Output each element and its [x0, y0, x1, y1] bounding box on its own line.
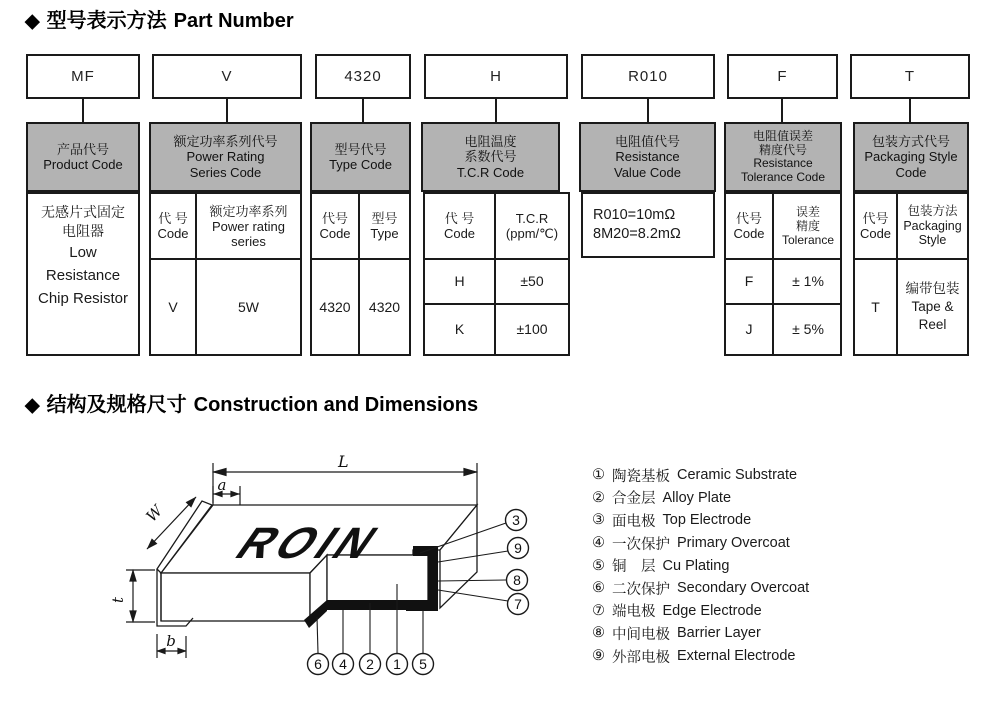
- svg-text:1: 1: [393, 656, 401, 672]
- header-en: Resistance: [615, 149, 680, 165]
- header-type-code: [310, 122, 411, 192]
- header-zh: 电阻值代号: [614, 133, 680, 149]
- header-en: Series Code: [189, 164, 262, 180]
- header-en: Tolerance Code: [740, 169, 826, 184]
- resistance-value-box: [581, 192, 715, 258]
- header-zh: 包装方式代号: [871, 133, 950, 149]
- value-example: R010=10mΩ: [593, 207, 676, 223]
- connector-line: [82, 98, 84, 123]
- heading-en: Construction and Dimensions: [193, 394, 479, 416]
- svg-text:4: 4: [339, 656, 347, 672]
- packaging-table: [853, 192, 969, 356]
- legend-item-5: ⑤ 铜 层 Cu Plating: [592, 557, 730, 576]
- header-product-code: [26, 122, 140, 192]
- callout-3: [506, 510, 527, 531]
- svg-text:5: 5: [419, 656, 427, 672]
- diamond-bullet-icon: ◆: [25, 395, 40, 416]
- tcr-table: [423, 192, 570, 356]
- legend-item-6: ⑥ 二次保护 Secondary Overcoat: [592, 580, 810, 598]
- svg-text:7: 7: [514, 596, 522, 612]
- header-zh: 电阻值误差: [752, 129, 813, 143]
- svg-text:8: 8: [513, 572, 521, 588]
- desc-line: Low: [69, 244, 97, 261]
- callout-2: [360, 654, 381, 675]
- header-en: Value Code: [614, 164, 681, 180]
- code-box-tcr: H: [424, 54, 568, 99]
- header-en: Code: [895, 164, 927, 180]
- circled-number: ②: [592, 489, 605, 506]
- connector-line: [909, 98, 911, 123]
- brand-logo: ROIN: [225, 519, 394, 568]
- circled-number: ⑤: [592, 557, 605, 574]
- svg-text:3: 3: [512, 512, 520, 528]
- table-cell: 4320: [368, 298, 401, 315]
- type-code-table: [310, 192, 411, 356]
- circled-number: ⑧: [592, 625, 605, 642]
- col-header: 代号 Code: [319, 211, 351, 241]
- legend-item-2: ② 合金层 Alloy Plate: [592, 489, 732, 508]
- table-cell: 5W: [238, 298, 259, 315]
- col-header: 代 号 Code: [157, 211, 189, 241]
- heading-zh: 结构及规格尺寸: [46, 394, 187, 416]
- col-header: 型号 Type: [370, 211, 399, 241]
- header-en: Packaging Style: [864, 149, 958, 165]
- header-zh: 型号代号: [334, 141, 387, 157]
- table-cell: ±50: [520, 273, 544, 289]
- table-cell: ± 5%: [792, 321, 824, 337]
- callout-8: [507, 570, 528, 591]
- table-cell: H: [454, 273, 465, 289]
- header-packaging: [853, 122, 969, 192]
- code-box-type: 4320: [315, 54, 411, 99]
- construction-heading: [25, 388, 478, 417]
- construction-legend: [592, 464, 809, 667]
- col-header: T.C.R (ppm/℃): [505, 211, 559, 241]
- col-header: 代号 Code: [733, 211, 765, 241]
- code-box-packaging: T: [850, 54, 970, 99]
- col-header: 代号 Code: [859, 211, 892, 241]
- header-en: Type Code: [329, 157, 392, 172]
- header-resistance-value: [579, 122, 716, 192]
- table-cell: T: [871, 298, 880, 315]
- legend-item-1: ① 陶瓷基板 Ceramic Substrate: [592, 467, 798, 485]
- connector-line: [226, 98, 228, 123]
- col-header: 额定功率系列 Power rating series: [209, 203, 288, 249]
- desc-line: 无感片式固定: [41, 204, 125, 220]
- circled-number: ⑥: [592, 580, 605, 597]
- header-tcr-code: [421, 122, 560, 192]
- header-zh: 产品代号: [56, 141, 109, 157]
- svg-text:9: 9: [514, 540, 522, 556]
- header-tolerance: [724, 122, 842, 192]
- desc-line: Resistance: [45, 267, 121, 284]
- callout-6: [308, 654, 329, 675]
- header-zh: 精度代号: [758, 142, 807, 157]
- dim-label-W: W: [142, 501, 167, 526]
- legend-item-8: ⑧ 中间电极 Barrier Layer: [592, 625, 761, 643]
- power-rating-table: [149, 192, 302, 356]
- callout-4: [333, 654, 354, 675]
- svg-text:6: 6: [314, 656, 322, 672]
- desc-line: Chip Resistor: [37, 290, 129, 307]
- header-power-rating: [149, 122, 302, 192]
- svg-text:2: 2: [366, 656, 374, 672]
- header-en: T.C.R Code: [456, 164, 525, 180]
- heading-zh: 型号表示方法: [46, 10, 167, 32]
- construction-diagram: [95, 440, 545, 690]
- circled-number: ③: [592, 512, 605, 529]
- chip-front-face: [161, 573, 310, 621]
- callout-7: [508, 594, 529, 615]
- connector-line: [781, 98, 783, 123]
- table-cell: K: [454, 321, 465, 337]
- diamond-bullet-icon: ◆: [25, 11, 40, 32]
- callout-5: [413, 654, 434, 675]
- table-cell: J: [745, 321, 753, 337]
- table-cell: 4320: [319, 298, 351, 315]
- legend-item-9: ⑨ 外部电极 External Electrode: [592, 648, 796, 666]
- code-box-product: MF: [26, 54, 140, 99]
- header-en: Power Rating: [186, 149, 265, 165]
- dim-label-a: a: [217, 476, 227, 494]
- col-header: 包装方法 Packaging Style: [903, 204, 962, 248]
- code-box-resistance: R010: [581, 54, 715, 99]
- table-cell: V: [168, 298, 178, 315]
- header-zh: 额定功率系列代号: [173, 133, 278, 149]
- part-number-heading: [25, 4, 294, 33]
- dim-label-t: t: [109, 596, 127, 604]
- callout-1: [387, 654, 408, 675]
- dim-label-b: b: [166, 632, 176, 650]
- product-description-box: [26, 192, 140, 356]
- heading-en: Part Number: [173, 10, 294, 32]
- header-zh: 电阻温度: [464, 133, 517, 149]
- value-example: 8M20=8.2mΩ: [593, 226, 681, 242]
- header-zh: 系数代号: [464, 149, 517, 165]
- circled-number: ④: [592, 535, 605, 552]
- legend-item-7: ⑦ 端电极 Edge Electrode: [592, 602, 762, 621]
- circled-number: ⑨: [592, 648, 605, 665]
- callout-9: [508, 538, 529, 559]
- desc-line: 电阻器: [62, 223, 104, 239]
- table-cell: ± 1%: [792, 273, 824, 289]
- col-header: 误差 精度 Tolerance: [781, 205, 835, 247]
- table-cell: ±100: [516, 321, 548, 337]
- connector-line: [647, 98, 649, 123]
- circled-number: ⑦: [592, 602, 605, 619]
- legend-item-3: ③ 面电极 Top Electrode: [592, 512, 752, 530]
- table-cell: 编带包装 Tape & Reel: [905, 281, 960, 332]
- table-cell: F: [744, 273, 754, 289]
- connector-line: [495, 98, 497, 123]
- code-box-power: V: [152, 54, 302, 99]
- dim-label-L: L: [338, 452, 349, 471]
- circled-number: ①: [592, 467, 605, 484]
- header-en: Resistance: [753, 156, 813, 170]
- connector-line: [362, 98, 364, 123]
- header-en: Product Code: [43, 157, 123, 172]
- code-box-tolerance: F: [727, 54, 838, 99]
- tolerance-table: [724, 192, 842, 356]
- legend-item-4: ④ 一次保护 Primary Overcoat: [592, 535, 790, 553]
- col-header: 代 号 Code: [443, 211, 476, 241]
